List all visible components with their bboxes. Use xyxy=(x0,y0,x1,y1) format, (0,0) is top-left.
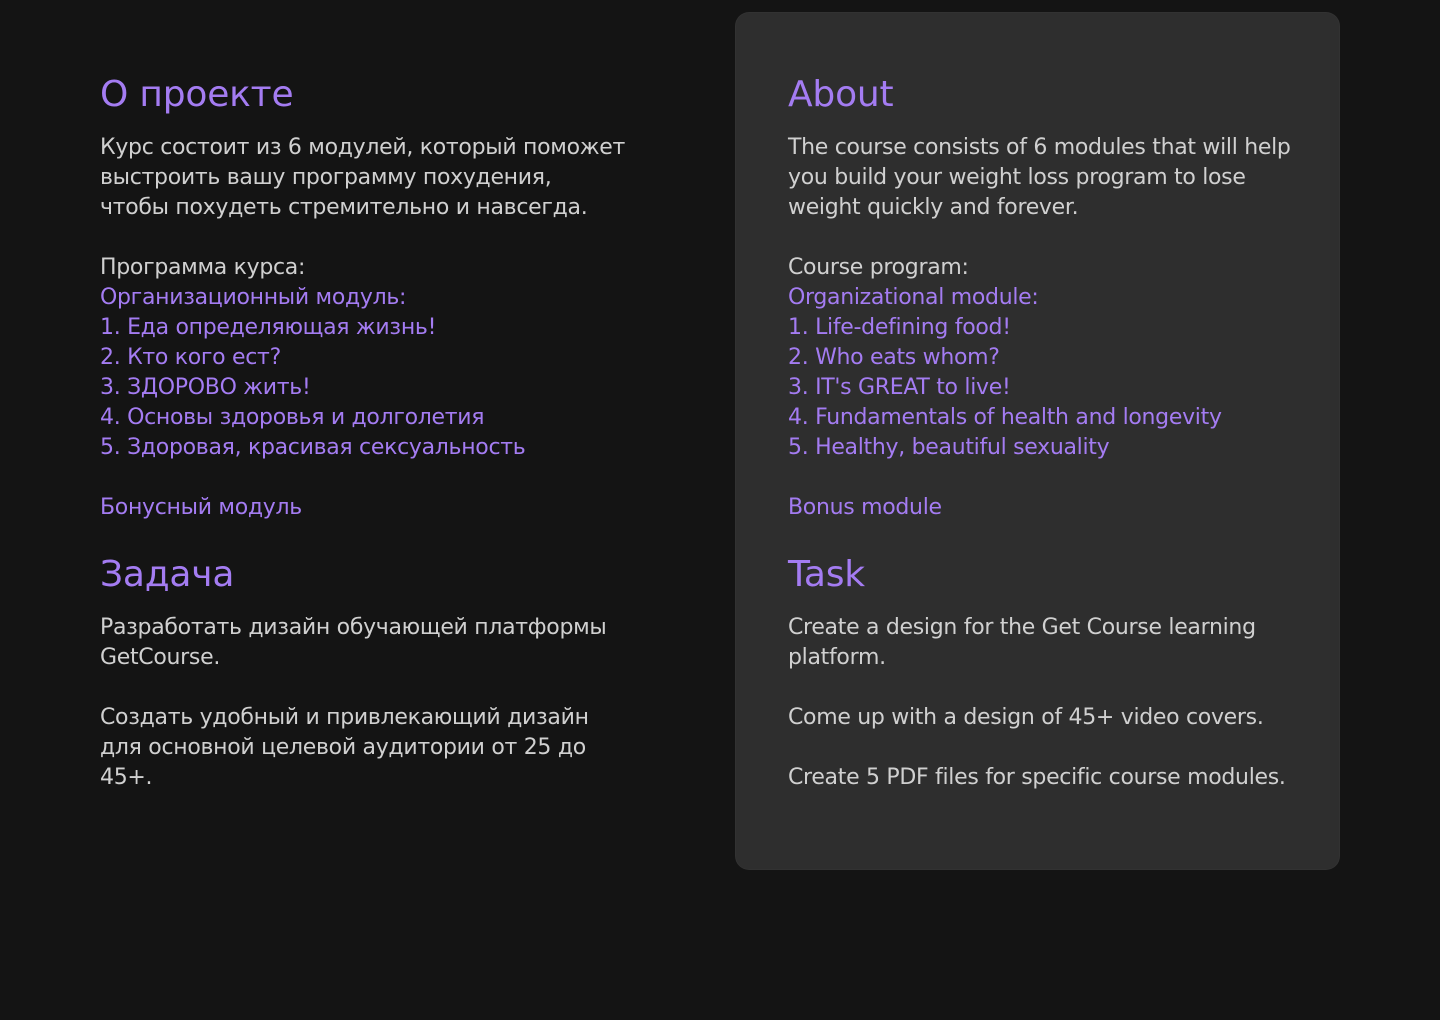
task-line: Разработать дизайн обучающей платформы xyxy=(100,615,607,640)
course-program-en xyxy=(788,253,1328,463)
module-item: 2. Who eats whom? xyxy=(788,345,1000,370)
task-paragraph-en-2: Come up with a design of 45+ video covers. xyxy=(788,705,1264,730)
module-item: 4. Fundamentals of health and longevity xyxy=(788,405,1222,430)
module-item: 3. IT's GREAT to live! xyxy=(788,375,1011,400)
task-line: для основной целевой аудитории от 25 до xyxy=(100,735,586,760)
intro-paragraph-en xyxy=(788,133,1328,223)
intro-line: выстроить вашу программу похудения, xyxy=(100,165,552,190)
module-item: 5. Здоровая, красивая сексуальность xyxy=(100,435,526,460)
task-paragraph-en-1 xyxy=(788,613,1328,673)
about-section-ru xyxy=(100,70,660,793)
intro-line: чтобы похудеть стремительно и навсегда. xyxy=(100,195,588,220)
task-line: Create a design for the Get Course learning xyxy=(788,615,1256,640)
intro-line: The course consists of 6 modules that will help xyxy=(788,135,1291,160)
program-label: Программа курса: xyxy=(100,255,306,280)
intro-line: Курс состоит из 6 модулей, который поможет xyxy=(100,135,625,160)
task-line: GetCourse. xyxy=(100,645,221,670)
task-heading-en: Task xyxy=(788,554,865,595)
task-paragraph-ru-2 xyxy=(100,703,660,793)
course-program-ru xyxy=(100,253,660,463)
intro-paragraph-ru xyxy=(100,133,660,223)
task-line: 45+. xyxy=(100,765,153,790)
module-item: 2. Кто кого ест? xyxy=(100,345,281,370)
intro-line: you build your weight loss program to lose xyxy=(788,165,1246,190)
program-label: Course program: xyxy=(788,255,969,280)
task-paragraph-en-3: Create 5 PDF files for specific course modules. xyxy=(788,765,1286,790)
module-item: 1. Еда определяющая жизнь! xyxy=(100,315,437,340)
task-paragraph-ru-1 xyxy=(100,613,660,673)
org-module-title: Organizational module: xyxy=(788,285,1039,310)
task-line: Создать удобный и привлекающий дизайн xyxy=(100,705,589,730)
about-section-en xyxy=(788,70,1328,793)
module-item: 1. Life-defining food! xyxy=(788,315,1011,340)
about-heading-en: About xyxy=(788,74,894,115)
task-heading-ru: Задача xyxy=(100,554,235,595)
module-item: 5. Healthy, beautiful sexuality xyxy=(788,435,1110,460)
module-item: 3. ЗДОРОВО жить! xyxy=(100,375,311,400)
org-module-title: Организационный модуль: xyxy=(100,285,407,310)
module-item: 4. Основы здоровья и долголетия xyxy=(100,405,485,430)
intro-line: weight quickly and forever. xyxy=(788,195,1079,220)
bonus-module-ru: Бонусный модуль xyxy=(100,495,302,520)
task-line: platform. xyxy=(788,645,886,670)
bonus-module-en: Bonus module xyxy=(788,495,942,520)
about-heading-ru: О проекте xyxy=(100,74,294,115)
